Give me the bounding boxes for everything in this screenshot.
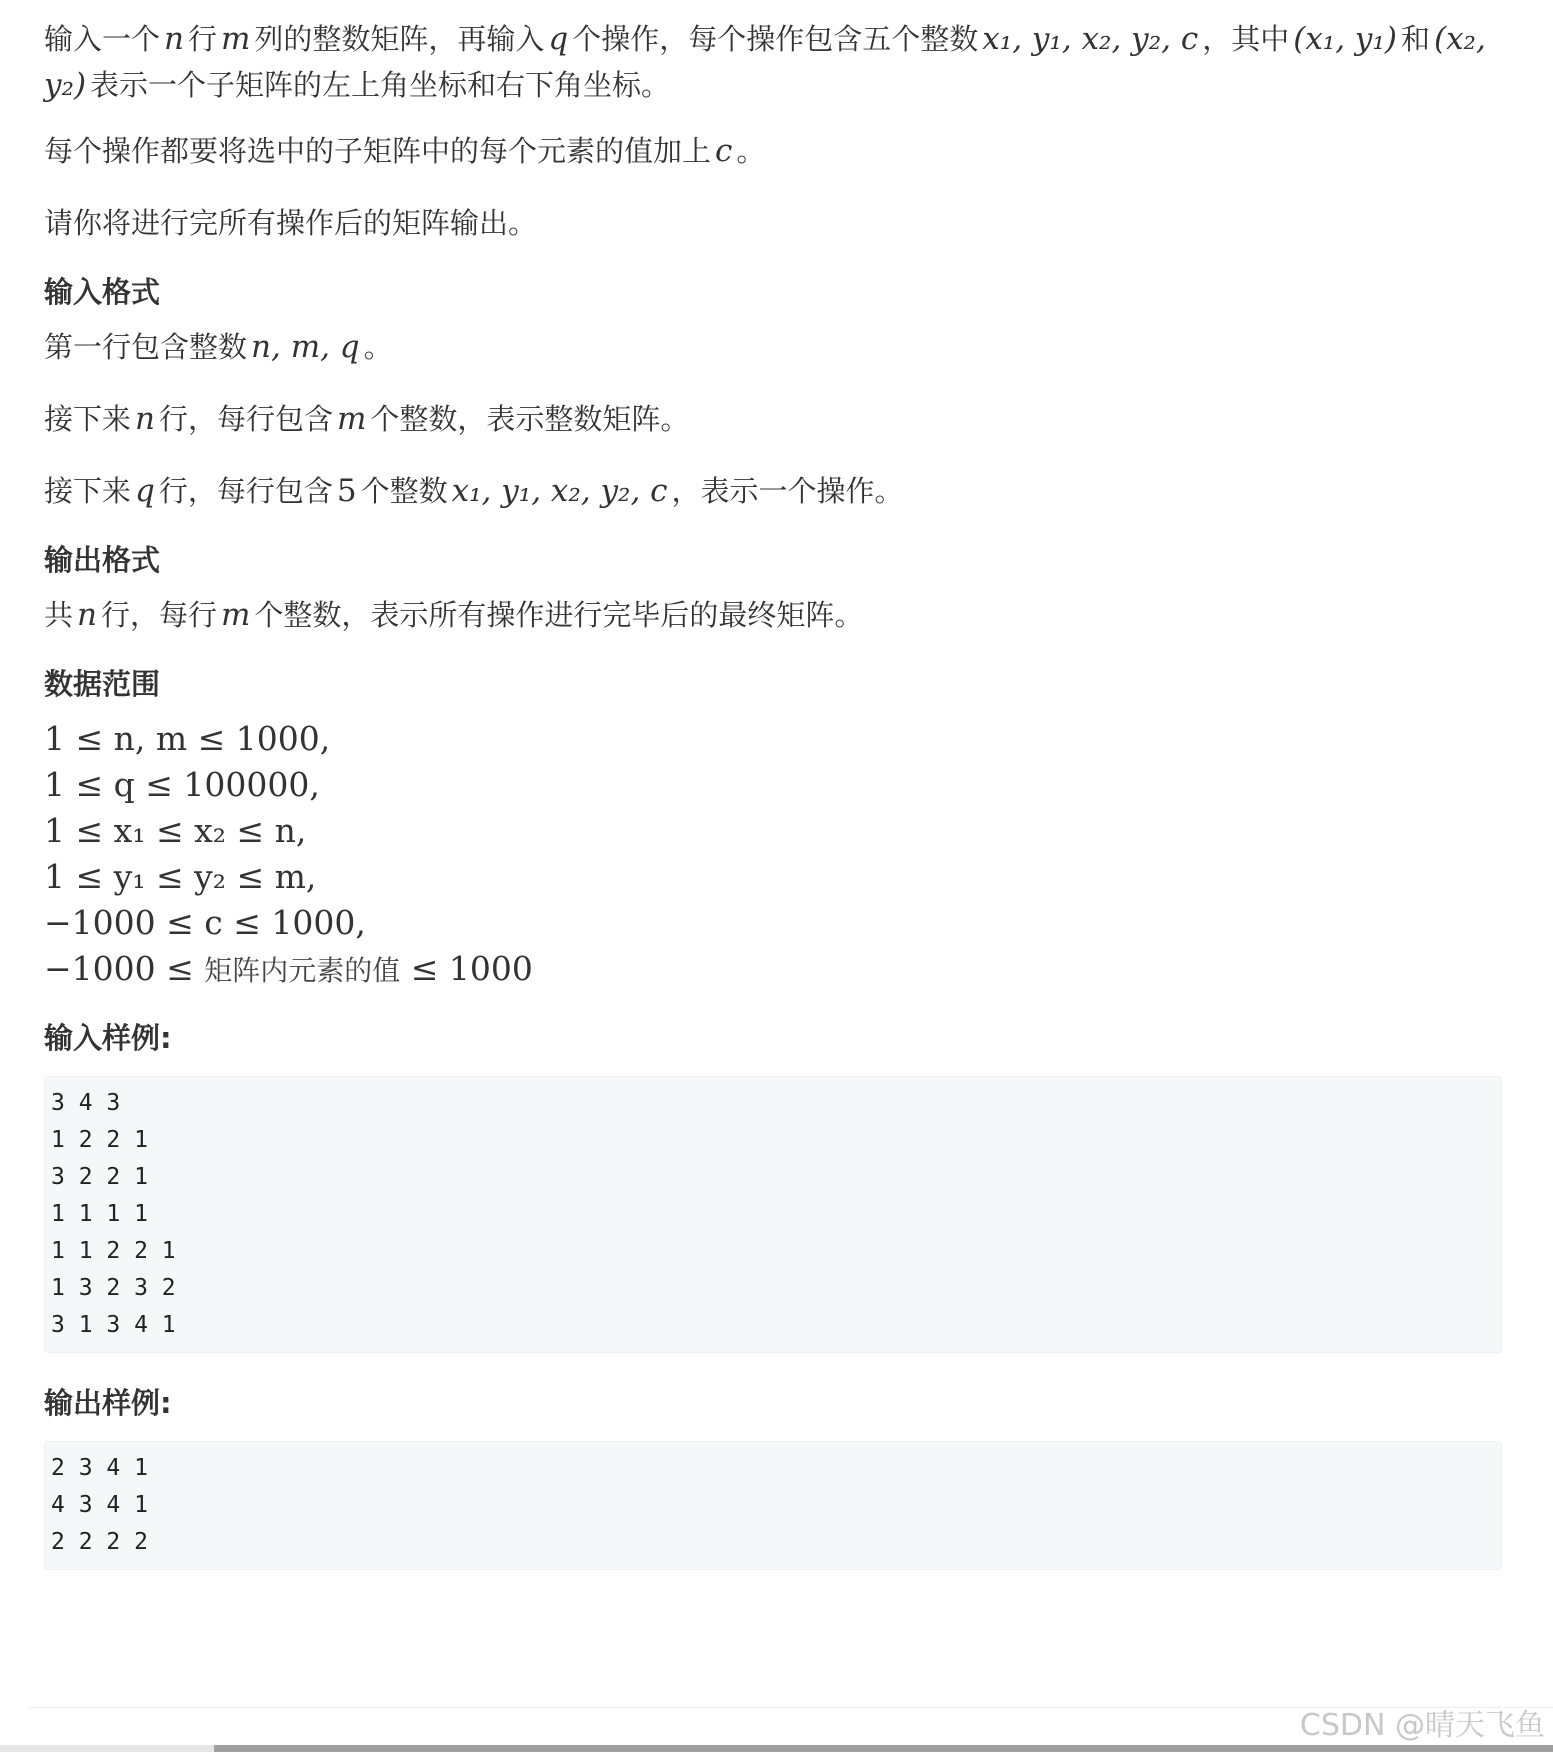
horizontal-scrollbar-track[interactable] — [0, 1745, 1553, 1752]
math-nmq: n, m, q — [251, 329, 360, 365]
text: 个整数，表示所有操作进行完毕后的最终矩阵。 — [254, 598, 864, 632]
text: 列的整数矩阵，再输入 — [254, 22, 545, 56]
text: 接下来 — [44, 474, 132, 508]
data-range-list — [44, 716, 1514, 994]
text: ，表示一个操作。 — [671, 474, 904, 508]
output-format-line1 — [44, 592, 1514, 638]
output-format-title: 输出格式 — [44, 543, 161, 577]
text: 行，每行包含 — [158, 402, 333, 436]
code-line: 3 2 2 1 — [51, 1164, 148, 1190]
code-line: 4 3 4 1 — [51, 1492, 148, 1518]
range-lower: −1000 ≤ — [44, 949, 194, 988]
math-m: m — [221, 597, 251, 633]
sample-input-code[interactable] — [44, 1076, 1502, 1353]
code-line: 2 3 4 1 — [51, 1455, 148, 1481]
range-line: 1 ≤ x₁ ≤ x₂ ≤ n, — [44, 811, 307, 850]
range-line: −1000 ≤ c ≤ 1000, — [44, 903, 366, 942]
text: 表示一个子矩阵的左上角坐标和右下角坐标。 — [90, 68, 671, 102]
text: 第一行包含整数 — [44, 330, 248, 364]
math-m: m — [337, 401, 367, 437]
text: 。 — [363, 330, 393, 364]
problem-output-request: 请你将进行完所有操作后的矩阵输出。 — [44, 206, 538, 240]
code-line: 3 1 3 4 1 — [51, 1312, 176, 1338]
text: 共 — [44, 598, 74, 632]
text: 行，每行包含 — [158, 474, 333, 508]
math-bottom-right: (x₂, y₂) — [44, 21, 1486, 103]
text: 输入一个 — [44, 22, 161, 56]
data-range-title: 数据范围 — [44, 667, 161, 701]
horizontal-scrollbar-thumb[interactable] — [0, 1745, 214, 1752]
math-params: x₁, y₁, x₂, y₂, c — [982, 21, 1199, 57]
range-upper: ≤ 1000 — [410, 949, 533, 988]
range-element-label: 矩阵内元素的值 — [204, 954, 401, 987]
sample-output-title: 输出样例: — [44, 1386, 172, 1420]
code-line: 2 2 2 2 — [51, 1529, 148, 1555]
math-n: n — [135, 401, 155, 437]
problem-description — [44, 16, 1514, 108]
math-top-left: (x₁, y₁) — [1293, 21, 1397, 57]
range-line — [44, 946, 1514, 994]
math-n: n — [77, 597, 97, 633]
range-line: 1 ≤ q ≤ 100000, — [44, 765, 320, 804]
sample-output-code[interactable] — [44, 1441, 1502, 1570]
math-n: n — [164, 21, 184, 57]
math-q: q — [548, 21, 569, 57]
text: 。 — [736, 134, 766, 168]
text: 个整数，表示整数矩阵。 — [370, 402, 690, 436]
problem-content — [44, 16, 1514, 1600]
input-format-line2 — [44, 396, 1514, 442]
math-five: 5 — [336, 473, 357, 509]
range-line: 1 ≤ y₁ ≤ y₂ ≤ m, — [44, 857, 317, 896]
math-c: c — [715, 133, 733, 169]
math-m: m — [221, 21, 251, 57]
text: 行，每行 — [100, 598, 217, 632]
range-line: 1 ≤ n, m ≤ 1000, — [44, 719, 331, 758]
code-line: 1 1 2 2 1 — [51, 1238, 176, 1264]
text: ，其中 — [1202, 22, 1290, 56]
code-line: 3 4 3 — [51, 1090, 121, 1116]
text: 接下来 — [44, 402, 132, 436]
problem-operation — [44, 128, 1514, 174]
input-format-title: 输入格式 — [44, 275, 161, 309]
sample-input-title: 输入样例: — [44, 1021, 172, 1055]
code-line: 1 2 2 1 — [51, 1127, 148, 1153]
math-params: x₁, y₁, x₂, y₂, c — [451, 473, 668, 509]
text: 行 — [187, 22, 217, 56]
text: 每个操作都要将选中的子矩阵中的每个元素的值加上 — [44, 134, 712, 168]
text: 和 — [1400, 22, 1430, 56]
input-format-line1 — [44, 324, 1514, 370]
text: 个整数 — [360, 474, 448, 508]
code-line: 1 1 1 1 — [51, 1201, 148, 1227]
csdn-watermark: CSDN @晴天飞鱼 — [1299, 1708, 1545, 1743]
input-format-line3 — [44, 468, 1514, 514]
text: 个操作，每个操作包含五个整数 — [572, 22, 979, 56]
code-line: 1 3 2 3 2 — [51, 1275, 176, 1301]
math-q: q — [135, 473, 155, 509]
